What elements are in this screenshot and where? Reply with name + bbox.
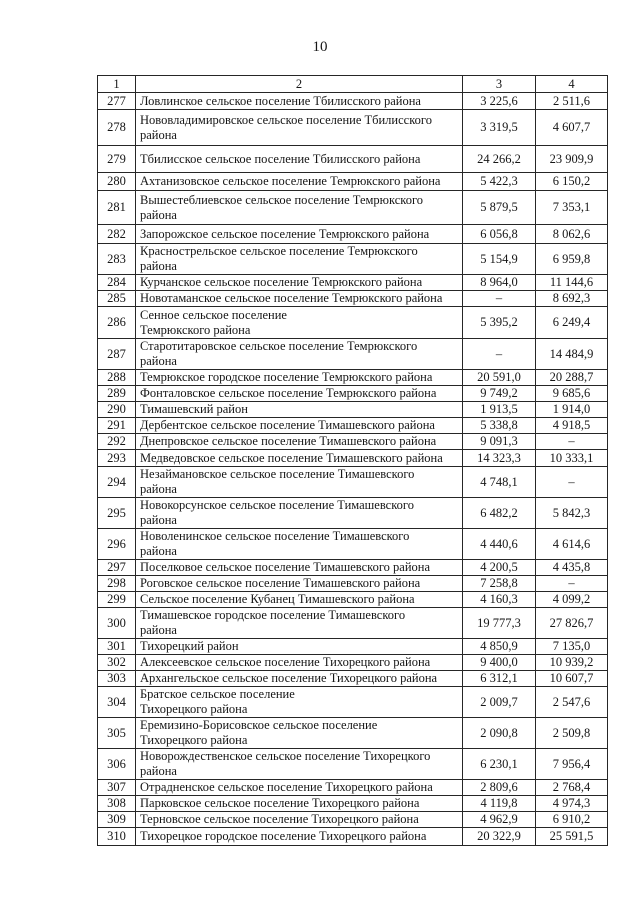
municipality-name-cell: Алексеевское сельское поселение Тихорецкого района	[136, 655, 463, 671]
municipality-name-cell: Новотаманское сельское поселение Темрюкского района	[136, 291, 463, 307]
municipality-name-cell: Нововладимировское сельское поселение Тбилисского района	[136, 110, 463, 146]
table-row	[98, 828, 608, 846]
table-row	[98, 796, 608, 812]
header-row	[98, 76, 608, 93]
table-row	[98, 639, 608, 655]
table-row	[98, 291, 608, 307]
table-row	[98, 339, 608, 370]
table-row	[98, 173, 608, 191]
column-3-value-cell: 1 913,5	[463, 402, 536, 418]
column-4-value-cell: –	[536, 576, 608, 592]
column-3-value-cell: 4 440,6	[463, 529, 536, 560]
column-4-value-cell: 4 435,8	[536, 560, 608, 576]
column-3-value-cell: 4 160,3	[463, 592, 536, 608]
row-number-cell: 288	[98, 370, 136, 386]
row-number-cell: 285	[98, 291, 136, 307]
column-4-value-cell: 11 144,6	[536, 275, 608, 291]
row-number-cell: 308	[98, 796, 136, 812]
municipality-name-cell: Еремизино-Борисовское сельское поселение Тихорецкого района	[136, 718, 463, 749]
column-3-value-cell: 9 400,0	[463, 655, 536, 671]
row-number-cell: 292	[98, 434, 136, 450]
column-4-value-cell: 2 511,6	[536, 93, 608, 110]
column-4-value-cell: 25 591,5	[536, 828, 608, 846]
table-row	[98, 687, 608, 718]
column-4-value-cell: 4 099,2	[536, 592, 608, 608]
municipality-name-cell: Братское сельское поселение Тихорецкого района	[136, 687, 463, 718]
column-3-value-cell: 4 748,1	[463, 467, 536, 498]
municipality-name-cell: Краснострельское сельское поселение Темрюкского района	[136, 244, 463, 275]
municipality-name-cell: Ахтанизовское сельское поселение Темрюкского района	[136, 173, 463, 191]
column-3-value-cell: 2 809,6	[463, 780, 536, 796]
data-table	[97, 75, 608, 846]
municipality-name-cell: Роговское сельское поселение Тимашевского района	[136, 576, 463, 592]
row-number-cell: 291	[98, 418, 136, 434]
row-number-cell: 301	[98, 639, 136, 655]
column-3-value-cell: 6 230,1	[463, 749, 536, 780]
row-number-cell: 300	[98, 608, 136, 639]
column-4-value-cell: 10 333,1	[536, 450, 608, 467]
column-4-value-cell: 10 607,7	[536, 671, 608, 687]
municipality-name-cell: Незаймановское сельское поселение Тимашевского района	[136, 467, 463, 498]
column-3-value-cell: 2 009,7	[463, 687, 536, 718]
municipality-name-cell: Поселковое сельское поселение Тимашевского района	[136, 560, 463, 576]
column-3-value-cell: 2 090,8	[463, 718, 536, 749]
municipality-name-cell: Вышестеблиевское сельское поселение Темрюкского района	[136, 191, 463, 225]
municipality-name-cell: Отрадненское сельское поселение Тихорецкого района	[136, 780, 463, 796]
table-row	[98, 671, 608, 687]
column-3-value-cell: 6 056,8	[463, 225, 536, 244]
column-3-value-cell: 5 879,5	[463, 191, 536, 225]
table-row	[98, 93, 608, 110]
table-row	[98, 655, 608, 671]
table-row	[98, 529, 608, 560]
column-3-value-cell: –	[463, 339, 536, 370]
municipality-name-cell: Днепровское сельское поселение Тимашевского района	[136, 434, 463, 450]
column-3-value-cell: 8 964,0	[463, 275, 536, 291]
row-number-cell: 286	[98, 307, 136, 339]
municipality-name-cell: Архангельское сельское поселение Тихорецкого района	[136, 671, 463, 687]
row-number-cell: 287	[98, 339, 136, 370]
row-number-cell: 293	[98, 450, 136, 467]
column-4-value-cell: 23 909,9	[536, 146, 608, 173]
row-number-cell: 296	[98, 529, 136, 560]
table-row	[98, 780, 608, 796]
column-4-value-cell: 2 547,6	[536, 687, 608, 718]
column-4-value-cell: 4 974,3	[536, 796, 608, 812]
column-4-value-cell: 7 135,0	[536, 639, 608, 655]
row-number-cell: 290	[98, 402, 136, 418]
column-3-value-cell: 6 312,1	[463, 671, 536, 687]
row-number-cell: 282	[98, 225, 136, 244]
municipality-name-cell: Курчанское сельское поселение Темрюкского района	[136, 275, 463, 291]
table-row	[98, 191, 608, 225]
row-number-cell: 280	[98, 173, 136, 191]
table-body	[98, 93, 608, 846]
row-number-cell: 289	[98, 386, 136, 402]
table-row	[98, 560, 608, 576]
municipality-name-cell: Дербентское сельское поселение Тимашевского района	[136, 418, 463, 434]
column-4-value-cell: 7 956,4	[536, 749, 608, 780]
municipality-name-cell: Парковское сельское поселение Тихорецкого района	[136, 796, 463, 812]
municipality-name-cell: Новоленинское сельское поселение Тимашевского района	[136, 529, 463, 560]
table-row	[98, 307, 608, 339]
column-4-value-cell: 8 062,6	[536, 225, 608, 244]
table-row	[98, 812, 608, 828]
row-number-cell: 299	[98, 592, 136, 608]
municipality-name-cell: Сенное сельское поселение Темрюкского района	[136, 307, 463, 339]
column-4-value-cell: 6 249,4	[536, 307, 608, 339]
column-3-value-cell: 9 091,3	[463, 434, 536, 450]
table-row	[98, 402, 608, 418]
municipality-name-cell: Медведовское сельское поселение Тимашевского района	[136, 450, 463, 467]
row-number-cell: 294	[98, 467, 136, 498]
column-3-value-cell: 19 777,3	[463, 608, 536, 639]
table-row	[98, 450, 608, 467]
column-4-value-cell: 7 353,1	[536, 191, 608, 225]
header-cell-3: 3	[463, 76, 536, 93]
row-number-cell: 305	[98, 718, 136, 749]
column-4-value-cell: 8 692,3	[536, 291, 608, 307]
row-number-cell: 279	[98, 146, 136, 173]
column-4-value-cell: 14 484,9	[536, 339, 608, 370]
column-3-value-cell: 14 323,3	[463, 450, 536, 467]
row-number-cell: 295	[98, 498, 136, 529]
row-number-cell: 277	[98, 93, 136, 110]
municipality-name-cell: Тимашевский район	[136, 402, 463, 418]
table-row	[98, 110, 608, 146]
column-3-value-cell: 24 266,2	[463, 146, 536, 173]
column-3-value-cell: 3 319,5	[463, 110, 536, 146]
municipality-name-cell: Новорождественское сельское поселение Тихорецкого района	[136, 749, 463, 780]
table-row	[98, 434, 608, 450]
row-number-cell: 304	[98, 687, 136, 718]
row-number-cell: 297	[98, 560, 136, 576]
column-3-value-cell: 3 225,6	[463, 93, 536, 110]
column-3-value-cell: 4 200,5	[463, 560, 536, 576]
column-4-value-cell: 20 288,7	[536, 370, 608, 386]
column-3-value-cell: 5 338,8	[463, 418, 536, 434]
column-4-value-cell: 6 150,2	[536, 173, 608, 191]
column-4-value-cell: –	[536, 434, 608, 450]
table-row	[98, 275, 608, 291]
table-row	[98, 718, 608, 749]
municipality-name-cell: Новокорсунское сельское поселение Тимашевского района	[136, 498, 463, 529]
municipality-name-cell: Старотитаровское сельское поселение Темрюкского района	[136, 339, 463, 370]
municipality-name-cell: Темрюкское городское поселение Темрюкского района	[136, 370, 463, 386]
header-cell-2: 2	[136, 76, 463, 93]
column-3-value-cell: 6 482,2	[463, 498, 536, 529]
column-3-value-cell: 20 591,0	[463, 370, 536, 386]
row-number-cell: 307	[98, 780, 136, 796]
row-number-cell: 281	[98, 191, 136, 225]
column-3-value-cell: 4 119,8	[463, 796, 536, 812]
municipality-name-cell: Фонталовское сельское поселение Темрюкского района	[136, 386, 463, 402]
table-row	[98, 749, 608, 780]
column-3-value-cell: 5 395,2	[463, 307, 536, 339]
column-4-value-cell: 6 959,8	[536, 244, 608, 275]
municipality-name-cell: Запорожское сельское поселение Темрюкского района	[136, 225, 463, 244]
column-3-value-cell: 4 850,9	[463, 639, 536, 655]
table-row	[98, 418, 608, 434]
row-number-cell: 283	[98, 244, 136, 275]
column-3-value-cell: 20 322,9	[463, 828, 536, 846]
municipality-name-cell: Тихорецкое городское поселение Тихорецкого района	[136, 828, 463, 846]
table-row	[98, 386, 608, 402]
column-4-value-cell: 6 910,2	[536, 812, 608, 828]
column-4-value-cell: 9 685,6	[536, 386, 608, 402]
municipality-name-cell: Сельское поселение Кубанец Тимашевского района	[136, 592, 463, 608]
row-number-cell: 278	[98, 110, 136, 146]
header-cell-1: 1	[98, 76, 136, 93]
column-3-value-cell: 4 962,9	[463, 812, 536, 828]
header-cell-4: 4	[536, 76, 608, 93]
municipality-name-cell: Тбилисское сельское поселение Тбилисского района	[136, 146, 463, 173]
column-3-value-cell: 7 258,8	[463, 576, 536, 592]
column-3-value-cell: 9 749,2	[463, 386, 536, 402]
municipality-name-cell: Терновское сельское поселение Тихорецкого района	[136, 812, 463, 828]
column-4-value-cell: 2 509,8	[536, 718, 608, 749]
column-3-value-cell: 5 154,9	[463, 244, 536, 275]
row-number-cell: 303	[98, 671, 136, 687]
table-header	[98, 76, 608, 93]
table-row	[98, 244, 608, 275]
table-row	[98, 146, 608, 173]
table-row	[98, 225, 608, 244]
table-row	[98, 370, 608, 386]
row-number-cell: 284	[98, 275, 136, 291]
column-3-value-cell: 5 422,3	[463, 173, 536, 191]
municipality-name-cell: Тихорецкий район	[136, 639, 463, 655]
column-4-value-cell: 4 607,7	[536, 110, 608, 146]
column-4-value-cell: 5 842,3	[536, 498, 608, 529]
row-number-cell: 310	[98, 828, 136, 846]
column-4-value-cell: 27 826,7	[536, 608, 608, 639]
column-4-value-cell: 1 914,0	[536, 402, 608, 418]
page-number: 10	[312, 39, 328, 55]
column-4-value-cell: 4 614,6	[536, 529, 608, 560]
column-4-value-cell: 4 918,5	[536, 418, 608, 434]
table-row	[98, 467, 608, 498]
column-4-value-cell: –	[536, 467, 608, 498]
column-4-value-cell: 10 939,2	[536, 655, 608, 671]
municipality-name-cell: Ловлинское сельское поселение Тбилисского района	[136, 93, 463, 110]
row-number-cell: 298	[98, 576, 136, 592]
table-row	[98, 592, 608, 608]
table-row	[98, 576, 608, 592]
municipality-name-cell: Тимашевское городское поселение Тимашевского района	[136, 608, 463, 639]
row-number-cell: 306	[98, 749, 136, 780]
column-3-value-cell: –	[463, 291, 536, 307]
table-row	[98, 608, 608, 639]
row-number-cell: 309	[98, 812, 136, 828]
row-number-cell: 302	[98, 655, 136, 671]
table-row	[98, 498, 608, 529]
column-4-value-cell: 2 768,4	[536, 780, 608, 796]
